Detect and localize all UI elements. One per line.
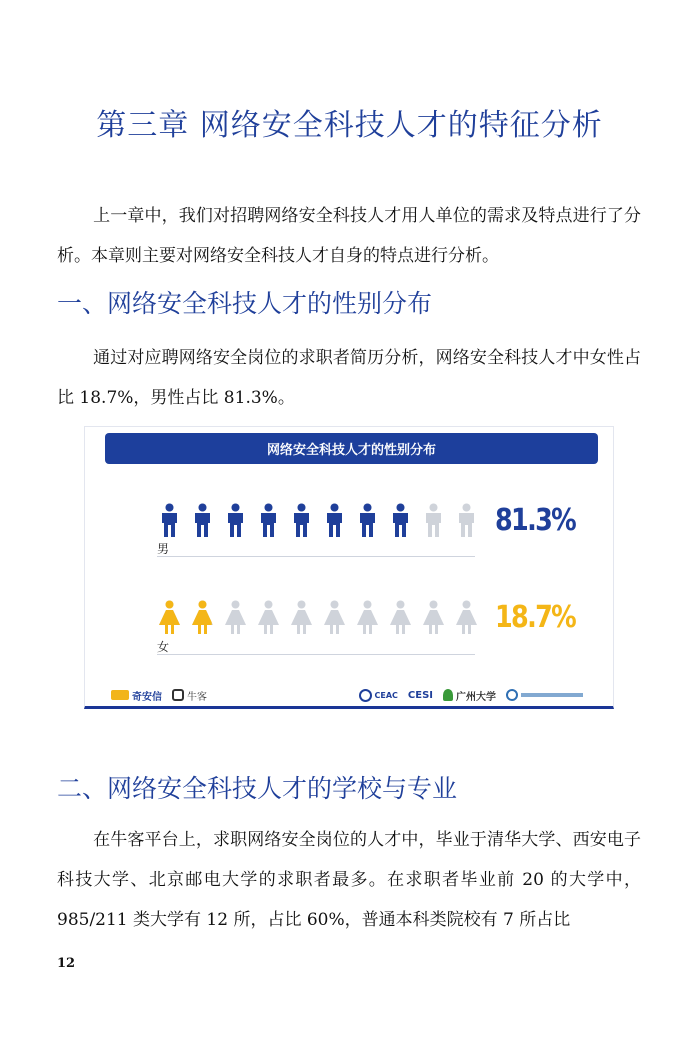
institute-wordmark bbox=[521, 693, 583, 697]
figure-logo-strip bbox=[111, 685, 593, 705]
female-person-icon bbox=[289, 600, 314, 634]
section1-text: 通过对应聘网络安全岗位的求职者简历分析，网络安全科技人才中女性占比 18.7%，男性占比 81.3%。 bbox=[57, 348, 641, 408]
section2-heading: 二、网络安全科技人才的学校与专业 bbox=[57, 774, 458, 803]
intro-paragraph bbox=[57, 196, 641, 276]
male-person-icon bbox=[289, 503, 314, 537]
female-percent-label: 18.7% bbox=[495, 600, 575, 635]
cesi-logo-text: CESI bbox=[407, 689, 433, 701]
ceac-logo-text: CEAC bbox=[374, 690, 398, 700]
female-person-icon bbox=[454, 600, 479, 634]
female-person-icon bbox=[388, 600, 413, 634]
male-person-icon bbox=[322, 503, 347, 537]
nowcoder-mark-icon bbox=[172, 689, 184, 701]
male-icon-row bbox=[157, 503, 479, 537]
guangzhou-university-logo-text: 广州大学 bbox=[456, 691, 496, 703]
cesi-logo bbox=[408, 690, 433, 701]
male-person-icon bbox=[256, 503, 281, 537]
female-person-icon bbox=[223, 600, 248, 634]
leaf-icon bbox=[443, 689, 453, 701]
qianxin-logo-text: 奇安信 bbox=[132, 691, 162, 703]
guangzhou-university-logo bbox=[443, 688, 496, 703]
institute-mark-icon bbox=[506, 689, 518, 701]
institute-logo bbox=[506, 689, 583, 701]
male-person-icon bbox=[190, 503, 215, 537]
female-row-divider bbox=[157, 654, 475, 655]
intro-text: 上一章中，我们对招聘网络安全科技人才用人单位的需求及特点进行了分析。本章则主要对网络安全科技人才自身的特点进行分析。 bbox=[57, 206, 641, 266]
female-person-icon bbox=[190, 600, 215, 634]
female-person-icon bbox=[256, 600, 281, 634]
female-icon-row bbox=[157, 600, 479, 634]
male-label: 男 bbox=[157, 542, 170, 556]
male-row-divider bbox=[157, 556, 475, 557]
male-person-icon bbox=[421, 503, 446, 537]
page-number: 12 bbox=[57, 956, 76, 971]
female-person-icon bbox=[421, 600, 446, 634]
gender-distribution-figure bbox=[84, 426, 614, 709]
male-percent-label: 81.3% bbox=[495, 503, 575, 538]
section1-heading: 一、网络安全科技人才的性别分布 bbox=[57, 289, 433, 318]
male-person-icon bbox=[388, 503, 413, 537]
male-person-icon bbox=[355, 503, 380, 537]
female-person-icon bbox=[157, 600, 182, 634]
ceac-mark-icon bbox=[359, 689, 372, 702]
male-person-icon bbox=[454, 503, 479, 537]
section1-paragraph bbox=[57, 338, 641, 418]
qianxin-logo bbox=[111, 688, 162, 703]
nowcoder-logo bbox=[172, 688, 207, 703]
male-person-icon bbox=[157, 503, 182, 537]
female-label: 女 bbox=[157, 640, 170, 654]
ceac-logo bbox=[359, 689, 398, 702]
nowcoder-logo-text: 牛客 bbox=[187, 691, 207, 703]
figure-title: 网络安全科技人才的性别分布 bbox=[105, 433, 598, 464]
qianxin-mark-icon bbox=[111, 690, 129, 700]
female-person-icon bbox=[355, 600, 380, 634]
section2-text: 在牛客平台上，求职网络安全岗位的人才中，毕业于清华大学、西安电子科技大学、北京邮电大学的求职者最多。在求职者毕业前 20 的大学中，985/211 类大学有 12 所，占比 60%，普通本科类院校有 7 所占比 bbox=[57, 830, 641, 930]
female-person-icon bbox=[322, 600, 347, 634]
chapter-title: 第三章 网络安全科技人才的特征分析 bbox=[96, 108, 603, 143]
male-person-icon bbox=[223, 503, 248, 537]
section2-paragraph bbox=[57, 820, 641, 940]
